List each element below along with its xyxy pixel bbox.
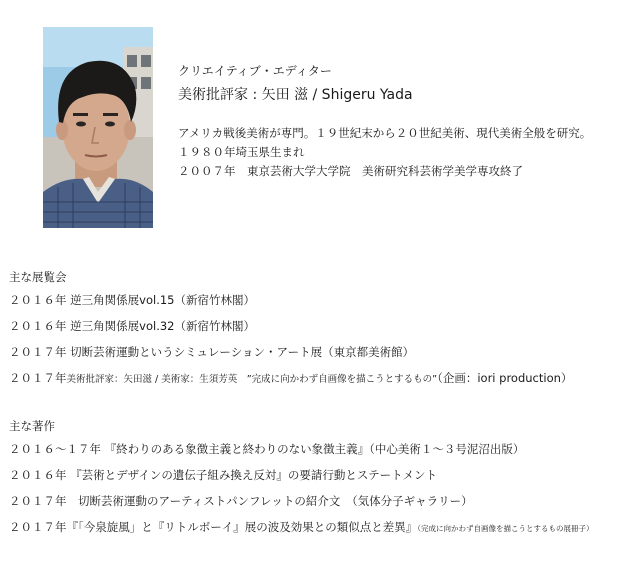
- writing-entry: ２０１７年 切断芸術運動のアーティストパンフレットの紹介文 （気体分子ギャラリー）: [9, 494, 473, 508]
- exhibitions-heading: 主な展覧会: [9, 270, 67, 284]
- writings-section: [9, 419, 629, 546]
- writing-publication: （完成に向かわず自画像を描こうとするもの展冊子）: [417, 524, 594, 533]
- exhibition-credits: 美術批評家：矢田滋 / 美術家：生須芳英 ”完成に向かわず自画像を描こうとするもの”: [66, 374, 438, 385]
- exhibition-entry: ２０１６年 逆三角関係展vol.32（新宿竹林閣）: [9, 319, 255, 333]
- exhibition-organizer: （企画：iori production）: [437, 371, 573, 385]
- profile-bio: [178, 124, 628, 181]
- profile-role: クリエイティブ・エディター: [178, 64, 332, 78]
- bio-line: １９８０年埼玉県生まれ: [178, 145, 305, 159]
- writings-heading: 主な著作: [9, 419, 55, 433]
- bio-line: ２００７年 東京芸術大学大学院 美術研究科芸術学美学専攻終了: [178, 164, 523, 178]
- exhibition-entry: ２０１７年 切断芸術運動というシミュレーション・アート展（東京都美術館）: [9, 345, 415, 359]
- profile-photo: [43, 27, 153, 228]
- writing-entry: ２０１６年 『芸術とデザインの遺伝子組み換え反対』の要請行動とステートメント: [9, 468, 438, 482]
- writing-title: ２０１７年『「今泉旋風」と『リトルボーイ』展の波及効果との類似点と差異』: [9, 520, 418, 534]
- profile-block: [178, 63, 628, 181]
- bio-line: アメリカ戦後美術が専門。１９世紀末から２０世紀美術、現代美術全般を研究。: [178, 126, 592, 140]
- exhibition-entry: [9, 371, 629, 397]
- writing-entry: ２０１６〜１７年 『終わりのある象徴主義と終わりのない象徴主義』（中心美術１〜３号泥沼出版）: [9, 442, 525, 456]
- exhibitions-section: [9, 270, 629, 397]
- writing-entry: [9, 520, 629, 546]
- profile-name: 美術批評家 : 矢田 滋 / Shigeru Yada: [178, 87, 413, 103]
- exhibition-entry: ２０１６年 逆三角関係展vol.15（新宿竹林閣）: [9, 293, 255, 307]
- exhibition-year: ２０１７年: [9, 371, 67, 385]
